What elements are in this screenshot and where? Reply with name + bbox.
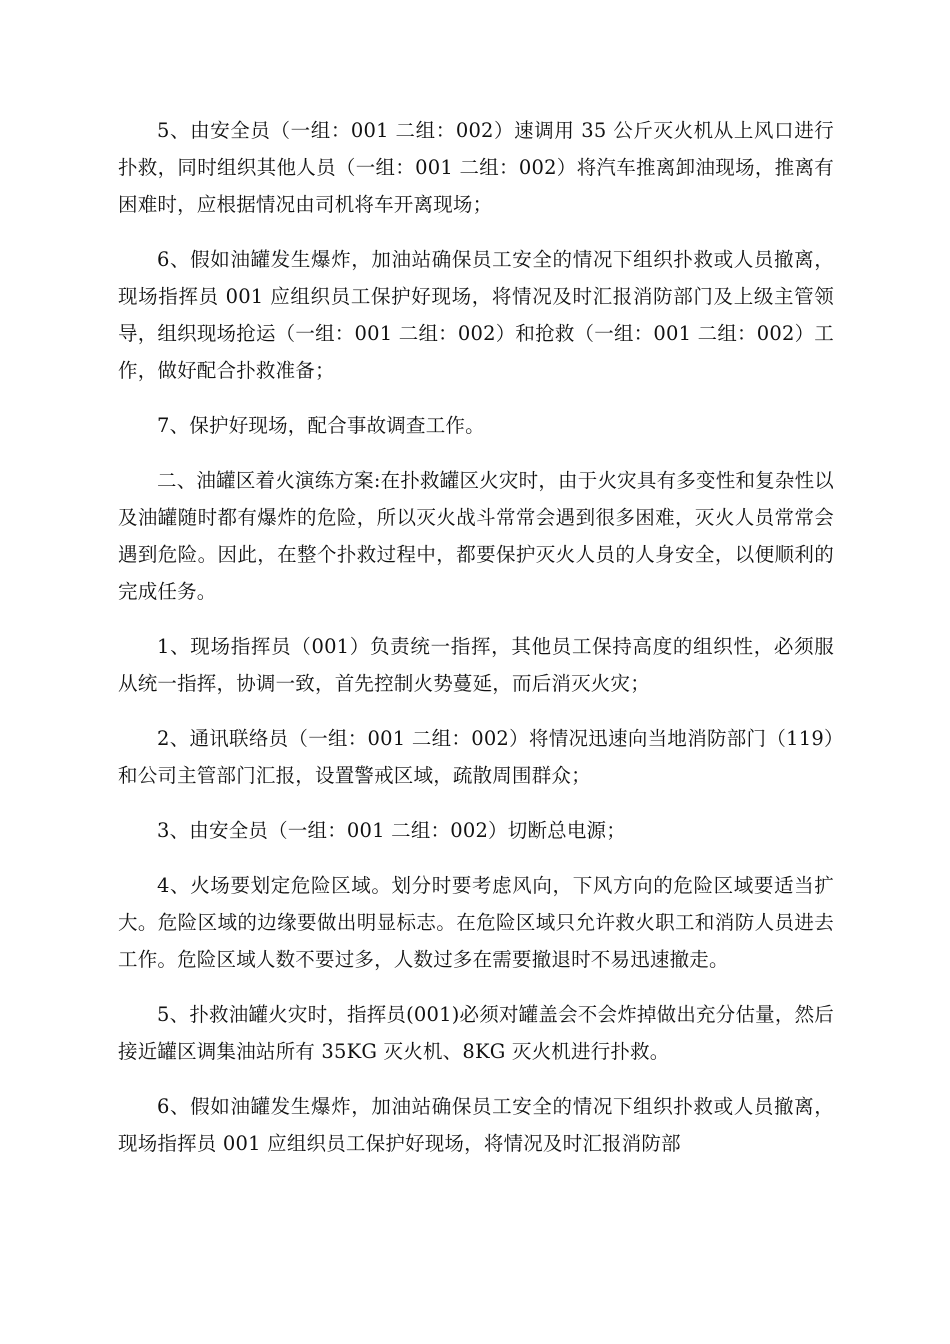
paragraph-item-3-power-cut: 3、由安全员（一组：001 二组：002）切断总电源； (157, 819, 626, 842)
paragraph-item-5-unloading-fire: 5、由安全员（一组：001 二组：002）速调用 35 公斤灭火机从上风口进行扑救，同时组织其他人员（一组：001 二组：002）将汽车推离卸油现场，推离有困难时，应根据情况由司机将车开离现场； (118, 119, 834, 216)
paragraph-item-7-protect-scene: 7、保护好现场，配合事故调查工作。 (157, 414, 485, 437)
paragraph-item-6-explosion: 6、假如油罐发生爆炸，加油站确保员工安全的情况下组织扑救或人员撤离，现场指挥员 001 应组织员工保护好现场，将情况及时汇报消防部门及上级主管领导，组织现场抢运（一组：001 二组：002）和抢救（一组：001 二组：002）工作，做好配合扑救准备； (118, 248, 834, 382)
paragraph-item-2-communication: 2、通讯联络员（一组：001 二组：002）将情况迅速向当地消防部门（119）和公司主管部门汇报，设置警戒区域，疏散周围群众； (118, 727, 834, 787)
paragraph-item-5-tank-fire: 5、扑救油罐火灾时，指挥员(001)必须对罐盖会不会炸掉做出充分估量，然后接近罐区调集油站所有 35KG 灭火机、8KG 灭火机进行扑救。 (118, 1003, 834, 1063)
paragraph-item-1-command: 1、现场指挥员（001）负责统一指挥，其他员工保持高度的组织性，必须服从统一指挥，协调一致，首先控制火势蔓延，而后消灭火灾； (118, 635, 834, 695)
paragraph-item-4-danger-zone: 4、火场要划定危险区域。划分时要考虑风向，下风方向的危险区域要适当扩大。危险区域的边缘要做出明显标志。在危险区域只允许救火职工和消防人员进去工作。危险区域人数不要过多，人数过多在需要撤退时不易迅速撤走。 (118, 874, 834, 971)
section-heading-tank-area-drill: 二、油罐区着火演练方案:在扑救罐区火灾时，由于火灾具有多变性和复杂性以及油罐随时都有爆炸的危险，所以灭火战斗常常会遇到很多困难，灭火人员常常会遇到危险。因此，在整个扑救过程中，都要保护灭火人员的人身安全，以便顺利的完成任务。 (118, 469, 834, 603)
paragraph-item-6-explosion-continued: 6、假如油罐发生爆炸，加油站确保员工安全的情况下组织扑救或人员撤离，现场指挥员 001 应组织员工保护好现场，将情况及时汇报消防部 (118, 1095, 834, 1155)
document-body (118, 112, 834, 1180)
